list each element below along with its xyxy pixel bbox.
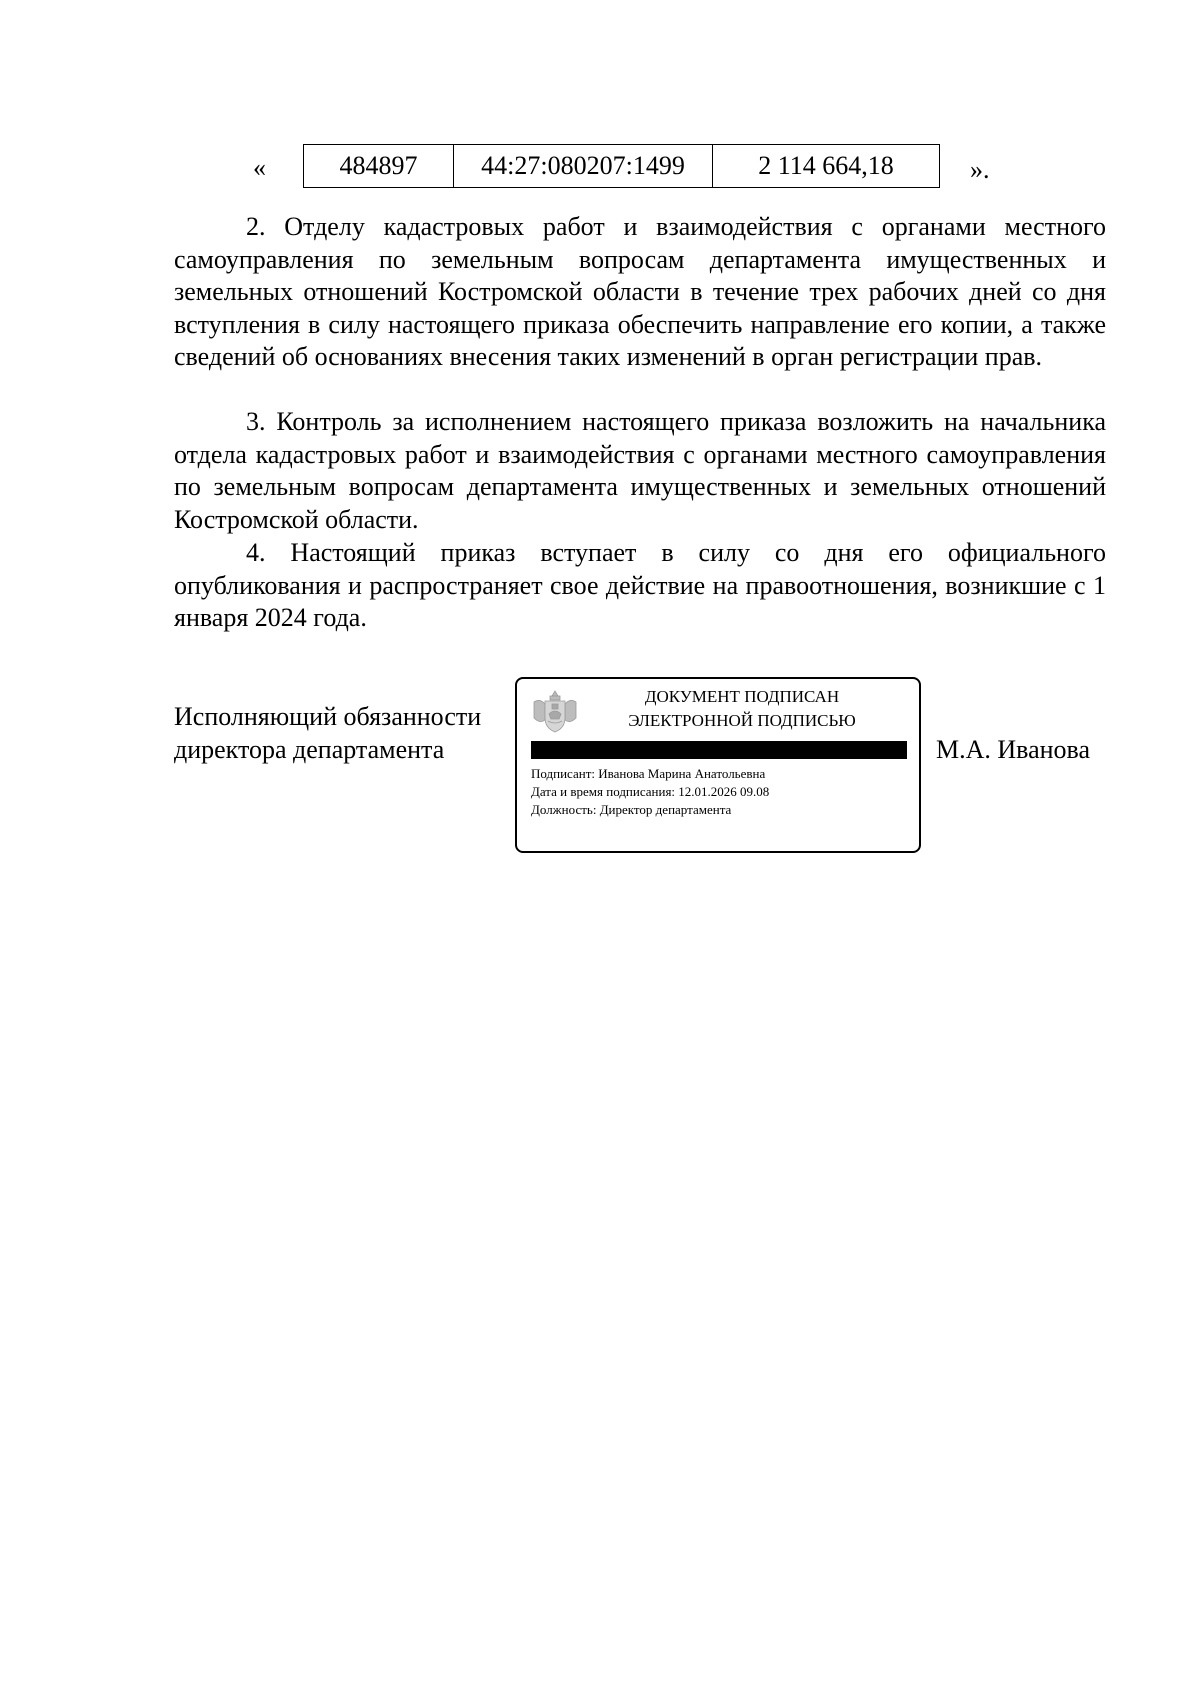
certificate-redaction-bar bbox=[531, 741, 907, 759]
electronic-signature-stamp bbox=[515, 677, 921, 853]
paragraph-3: 3. Контроль за исполнением настоящего приказа возложить на начальника отдела кадастровых работ и взаимодействия с органами местного самоуправления по земельным вопросам департамента имущественных и земельных отношений Костромской области. bbox=[174, 407, 1106, 534]
signatory-position-line2: директора департамента bbox=[174, 735, 445, 764]
table-cell-cadastral-number: 44:27:080207:1499 bbox=[454, 145, 713, 188]
stamp-signer: Подписант: Иванова Марина Анатольевна bbox=[531, 766, 766, 781]
coat-of-arms-icon bbox=[530, 688, 580, 736]
stamp-title-line2: ЭЛЕКТРОННОЙ ПОДПИСЬЮ bbox=[628, 711, 856, 730]
table-row bbox=[304, 145, 940, 188]
stamp-datetime: Дата и время подписания: 12.01.2026 09.08 bbox=[531, 784, 770, 799]
stamp-post: Должность: Директор департамента bbox=[531, 802, 732, 817]
signatory-position-line1: Исполняющий обязанности bbox=[174, 702, 482, 731]
table-cell-value: 2 114 664,18 bbox=[713, 145, 940, 188]
open-quote: « bbox=[253, 153, 266, 182]
paragraph-2: 2. Отделу кадастровых работ и взаимодействия с органами местного самоуправления по земельным вопросам департамента имущественных и земельных отношений Костромской области в течение трех рабочих дней со дня вступления в силу настоящего приказа обеспечить направление его копии, а также сведений об основаниях внесения таких изменений в орган регистрации прав. bbox=[174, 212, 1106, 372]
table-cell-number: 484897 bbox=[304, 145, 454, 188]
close-quote: ». bbox=[970, 155, 990, 184]
paragraph-4: 4. Настоящий приказ вступает в силу со дня его официального опубликования и распространяет свое действие на правоотношения, возникшие с 1 января 2024 года. bbox=[174, 538, 1106, 633]
cadastral-table bbox=[303, 144, 940, 188]
signatory-position bbox=[174, 700, 481, 766]
stamp-title-line1: ДОКУМЕНТ ПОДПИСАН bbox=[644, 687, 840, 706]
signatory-name: М.А. Иванова bbox=[936, 735, 1091, 764]
